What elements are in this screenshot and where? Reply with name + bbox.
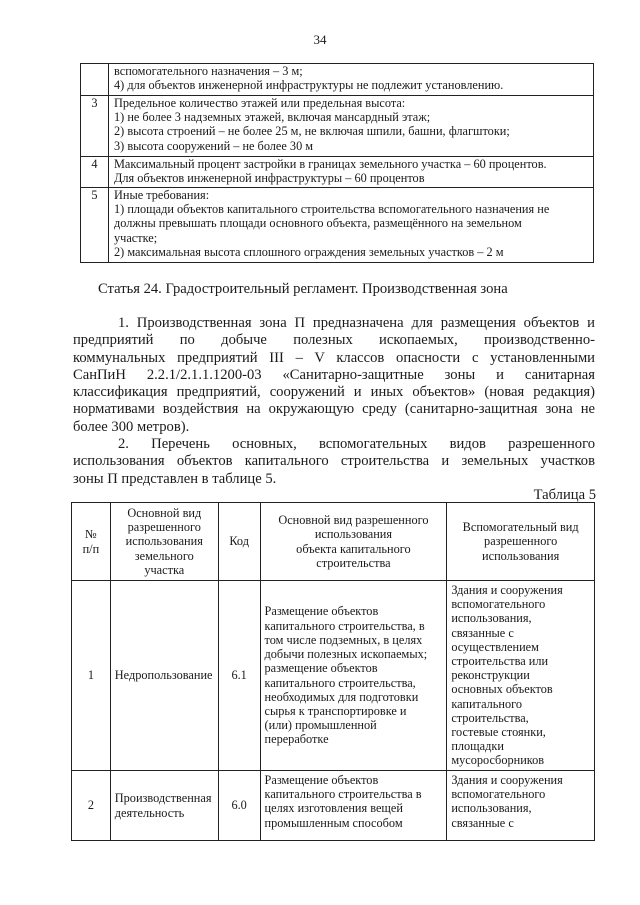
text-line: использования объектов капитального строительства и земельных участков <box>73 453 595 470</box>
table-caption: Таблица 5 <box>533 487 596 503</box>
main-use-cell: Размещение объектов капитального строительства, в том числе подземных, в целях добычи полезных ископаемых; размещение объектов капитального строительства, необходимых для подготовки сырья к транспортировке и (или) промышленной переработке <box>260 581 447 771</box>
header-aux-use: Вспомогательный вид разрешенного использования <box>447 503 595 581</box>
text-line: коммунальных предприятий III – V классов опасности с установленными <box>73 349 595 366</box>
row-number: 2 <box>72 771 111 841</box>
article-heading: Статья 24. Градостроительный регламент. Производственная зона <box>98 281 508 297</box>
text-line: 2. Перечень основных, вспомогательных видов разрешенного <box>118 436 595 452</box>
row-text <box>109 157 594 188</box>
table-row <box>81 96 594 157</box>
aux-use-cell: Здания и сооружения вспомогательного использования, связанные с <box>447 771 595 841</box>
table-row <box>81 188 594 263</box>
text-line: 1) не более 3 надземных этажей, включая мансардный этаж; <box>114 110 431 125</box>
paragraph-1 <box>73 315 595 436</box>
paragraph-2 <box>73 436 595 488</box>
text-line: 4) для объектов инженерной инфраструктуры не подлежит установлению. <box>114 78 504 93</box>
header-code: Код <box>218 503 260 581</box>
code-cell: 6.0 <box>218 771 260 841</box>
row-number: 5 <box>81 188 109 263</box>
text-line: 2) высота строений – не более 25 м, не включая шпили, башни, флагштоки; <box>114 124 510 139</box>
table-row <box>81 157 594 188</box>
header-land-use: Основной вид разрешенного использования земельного участка <box>110 503 218 581</box>
row-number: 1 <box>72 581 111 771</box>
text-line: Иные требования: <box>114 188 210 202</box>
text-line: участке; <box>114 230 158 245</box>
text-line: вспомогательного назначения – 3 м; <box>114 64 303 78</box>
row-text <box>109 188 594 263</box>
table-row <box>72 581 595 771</box>
text-line: должны превышать площади основного объекта, размещённого на земельном <box>114 216 522 231</box>
text-line: Для объектов инженерной инфраструктуры – 60 процентов <box>114 171 425 186</box>
row-text <box>109 64 594 96</box>
text-line: Предельное количество этажей или предельная высота: <box>114 96 406 110</box>
text-line: зоны П представлен в таблице 5. <box>73 470 277 487</box>
table-row <box>81 64 594 96</box>
land-use-cell: Недропользование <box>110 581 218 771</box>
row-number: 4 <box>81 157 109 188</box>
row-text <box>109 96 594 157</box>
text-line: 1) площади объектов капитального строительства вспомогательного назначения не <box>114 202 550 217</box>
text-line: более 300 метров). <box>73 418 190 435</box>
table-header-row <box>72 503 595 581</box>
text-line: нормативами воздействия на окружающую среду (санитарно-защитная зона не <box>73 401 595 418</box>
text-line: 1. Производственная зона П предназначена для размещения объектов и <box>118 315 595 331</box>
aux-use-cell: Здания и сооружения вспомогательного использования, связанные с осуществлением строительства или реконструкции основных объектов капитального строительства, гостевые стоянки, площадки мусоросборников <box>447 581 595 771</box>
text-line: классификация предприятий, сооружений и иных объектов» (новая редакция) <box>73 384 595 401</box>
header-number: № п/п <box>72 503 111 581</box>
requirements-table-continuation <box>80 63 594 263</box>
text-line: 2) максимальная высота сплошного ограждения земельных участков – 2 м <box>114 244 504 259</box>
text-line: 3) высота сооружений – не более 30 м <box>114 138 314 153</box>
row-number <box>81 64 109 96</box>
land-use-cell: Производственная деятельность <box>110 771 218 841</box>
table-row <box>72 771 595 841</box>
page-number: 34 <box>313 32 327 47</box>
header-main-use: Основной вид разрешенного использования объекта капитального строительства <box>260 503 447 581</box>
row-number: 3 <box>81 96 109 157</box>
text-line: СанПиН 2.2.1/2.1.1.1200-03 «Санитарно-защитные зоны и санитарная <box>73 366 595 383</box>
main-use-cell: Размещение объектов капитального строительства в целях изготовления вещей промышленным способом <box>260 771 447 841</box>
text-line: Максимальный процент застройки в границах земельного участка – 60 процентов. <box>114 157 547 171</box>
permitted-use-table <box>71 502 595 841</box>
text-line: предприятий по добыче полезных ископаемых, производственно- <box>73 332 595 349</box>
code-cell: 6.1 <box>218 581 260 771</box>
